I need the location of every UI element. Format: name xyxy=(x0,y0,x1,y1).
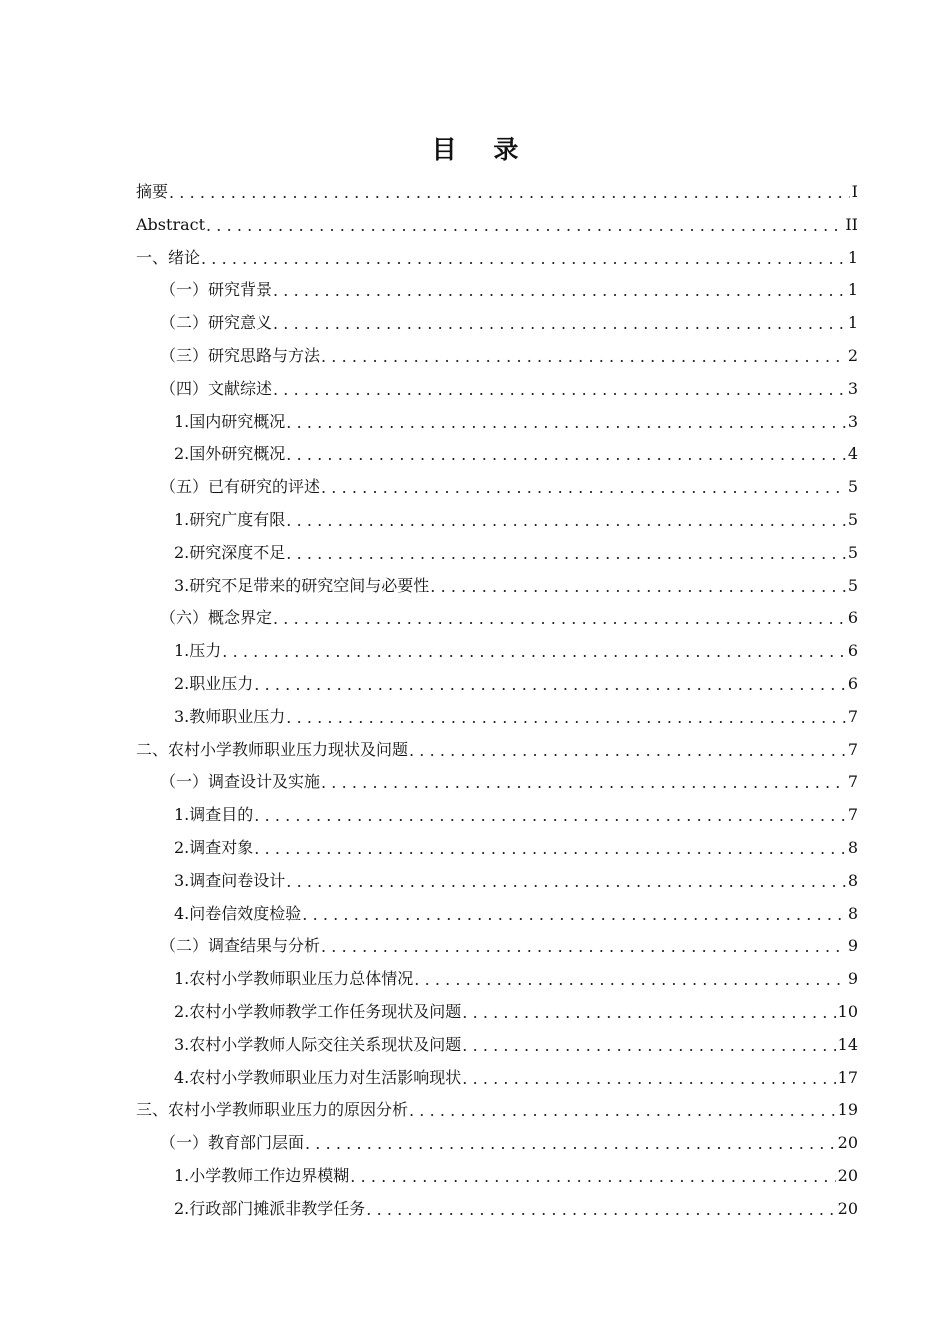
toc-entry-label: 4.问卷信效度检验 xyxy=(174,903,302,923)
toc-leader-dots xyxy=(321,349,846,365)
toc-entry-page-number: 8 xyxy=(847,903,858,923)
toc-entry-label: （二）调查结果与分析 xyxy=(160,935,321,955)
toc-entry[interactable] xyxy=(174,569,858,602)
toc-entry-label: 2.国外研究概况 xyxy=(174,443,286,463)
toc-entry-label: 2.农村小学教师教学工作任务现状及问题 xyxy=(174,1001,462,1021)
toc-entry-label: 三、农村小学教师职业压力的原因分析 xyxy=(136,1099,409,1119)
toc-entry[interactable] xyxy=(174,1159,858,1192)
toc-entry-label: （一）调查设计及实施 xyxy=(160,771,321,791)
toc-leader-dots xyxy=(409,1103,836,1119)
toc-leader-dots xyxy=(321,939,846,955)
toc-leader-dots xyxy=(286,513,846,529)
toc-entry[interactable] xyxy=(174,437,858,470)
toc-entry[interactable] xyxy=(174,1192,858,1225)
toc-entry-page-number: 6 xyxy=(847,673,858,693)
toc-leader-dots xyxy=(286,546,846,562)
toc-entry[interactable] xyxy=(160,1126,858,1159)
toc-entry[interactable] xyxy=(160,306,858,339)
toc-entry-page-number: 1 xyxy=(847,279,858,299)
toc-leader-dots xyxy=(286,415,846,431)
toc-entry-page-number: 1 xyxy=(847,312,858,332)
toc-entry[interactable] xyxy=(160,765,858,798)
toc-entry-page-number: 20 xyxy=(837,1132,858,1152)
toc-entry-page-number: 4 xyxy=(847,443,858,463)
toc-entry[interactable] xyxy=(136,1093,858,1126)
toc-entry-label: 2.研究深度不足 xyxy=(174,542,286,562)
toc-leader-dots xyxy=(201,251,846,267)
toc-leader-dots xyxy=(366,1202,835,1218)
toc-entry-label: （一）教育部门层面 xyxy=(160,1132,305,1152)
toc-entry-page-number: 3 xyxy=(847,411,858,431)
toc-entry[interactable] xyxy=(160,273,858,306)
toc-entry-label: 1.国内研究概况 xyxy=(174,411,286,431)
toc-entry-label: Abstract xyxy=(136,214,206,234)
toc-entry-page-number: 7 xyxy=(847,804,858,824)
toc-leader-dots xyxy=(321,775,846,791)
toc-entry-page-number: 10 xyxy=(837,1001,858,1021)
toc-entry-page-number: 17 xyxy=(837,1067,858,1087)
toc-entry[interactable] xyxy=(136,241,858,274)
toc-leader-dots xyxy=(350,1169,835,1185)
toc-leader-dots xyxy=(273,611,846,627)
toc-leader-dots xyxy=(462,1038,835,1054)
toc-entry-label: 1.调查目的 xyxy=(174,804,254,824)
toc-entry[interactable] xyxy=(174,700,858,733)
toc-leader-dots xyxy=(273,316,846,332)
toc-entry[interactable] xyxy=(136,175,858,208)
toc-entry-page-number: 5 xyxy=(847,476,858,496)
toc-entry-label: （五）已有研究的评述 xyxy=(160,476,321,496)
toc-entry-label: 2.调查对象 xyxy=(174,837,254,857)
toc-leader-dots xyxy=(409,743,846,759)
toc-entry-label: 一、绪论 xyxy=(136,247,201,267)
toc-leader-dots xyxy=(462,1005,835,1021)
toc-leader-dots xyxy=(169,185,850,201)
toc-leader-dots xyxy=(222,644,846,660)
toc-entry-page-number: 3 xyxy=(847,378,858,398)
toc-leader-dots xyxy=(430,579,846,595)
toc-entry-page-number: 7 xyxy=(847,771,858,791)
toc-entry[interactable] xyxy=(160,929,858,962)
toc-leader-dots xyxy=(273,283,846,299)
toc-entry[interactable] xyxy=(174,962,858,995)
toc-entry-page-number: 19 xyxy=(837,1099,858,1119)
toc-entry[interactable] xyxy=(174,634,858,667)
toc-leader-dots xyxy=(321,480,846,496)
toc-entry-page-number: 6 xyxy=(847,607,858,627)
toc-entry[interactable] xyxy=(174,798,858,831)
toc-entry-label: 2.职业压力 xyxy=(174,673,254,693)
toc-leader-dots xyxy=(302,907,846,923)
toc-entry[interactable] xyxy=(174,503,858,536)
toc-leader-dots xyxy=(286,710,846,726)
toc-entry[interactable] xyxy=(174,995,858,1028)
toc-entry-page-number: 2 xyxy=(847,345,858,365)
toc-entry-page-number: 20 xyxy=(837,1198,858,1218)
toc-leader-dots xyxy=(286,447,846,463)
toc-entry[interactable] xyxy=(174,667,858,700)
toc-entry-label: （六）概念界定 xyxy=(160,607,273,627)
toc-entry[interactable] xyxy=(160,601,858,634)
toc-entry-label: （三）研究思路与方法 xyxy=(160,345,321,365)
toc-entry-label: 3.农村小学教师人际交往关系现状及问题 xyxy=(174,1034,462,1054)
toc-entry[interactable] xyxy=(174,405,858,438)
toc-leader-dots xyxy=(254,677,846,693)
toc-entry-label: 2.行政部门摊派非教学任务 xyxy=(174,1198,366,1218)
toc-leader-dots xyxy=(414,972,846,988)
toc-entry-label: 1.农村小学教师职业压力总体情况 xyxy=(174,968,414,988)
toc-entry-page-number: 14 xyxy=(837,1034,858,1054)
toc-entry-page-number: 7 xyxy=(847,706,858,726)
toc-entry[interactable] xyxy=(160,372,858,405)
toc-title: 目 录 xyxy=(431,135,533,164)
toc-entry-label: 摘要 xyxy=(136,181,169,201)
toc-entry-page-number: 9 xyxy=(847,968,858,988)
toc-leader-dots xyxy=(206,218,843,234)
toc-leader-dots xyxy=(286,874,846,890)
toc-entry-label: 1.小学教师工作边界模糊 xyxy=(174,1165,350,1185)
toc-entry[interactable] xyxy=(174,536,858,569)
toc-entry[interactable] xyxy=(174,897,858,930)
toc-entry-label: 1.压力 xyxy=(174,640,222,660)
toc-entry[interactable] xyxy=(136,208,858,241)
toc-entry-label: 3.教师职业压力 xyxy=(174,706,286,726)
toc-entry-label: （四）文献综述 xyxy=(160,378,273,398)
toc-entry[interactable] xyxy=(174,864,858,897)
toc-entry-page-number: 8 xyxy=(847,870,858,890)
toc-entry-page-number: I xyxy=(851,181,858,201)
toc-entry[interactable] xyxy=(174,1061,858,1094)
toc-entry[interactable] xyxy=(174,831,858,864)
toc-entry-label: 1.研究广度有限 xyxy=(174,509,286,529)
toc-leader-dots xyxy=(254,808,846,824)
toc-entry-label: 3.调查问卷设计 xyxy=(174,870,286,890)
toc-entry-label: 二、农村小学教师职业压力现状及问题 xyxy=(136,739,409,759)
toc-entry-page-number: 5 xyxy=(847,509,858,529)
toc-entry[interactable] xyxy=(160,470,858,503)
toc-entry[interactable] xyxy=(174,1028,858,1061)
toc-entry-page-number: II xyxy=(845,214,858,234)
toc-entry-page-number: 1 xyxy=(847,247,858,267)
toc-leader-dots xyxy=(305,1136,836,1152)
toc-entry-page-number: 7 xyxy=(847,739,858,759)
toc-entry-page-number: 5 xyxy=(847,542,858,562)
toc-entry-page-number: 8 xyxy=(847,837,858,857)
toc-entry-page-number: 5 xyxy=(847,575,858,595)
toc-entry-label: 3.研究不足带来的研究空间与必要性 xyxy=(174,575,430,595)
toc-leader-dots xyxy=(254,841,846,857)
toc-leader-dots xyxy=(273,382,846,398)
toc-entry-label: （一）研究背景 xyxy=(160,279,273,299)
toc-entry-page-number: 20 xyxy=(837,1165,858,1185)
toc-entry[interactable] xyxy=(160,339,858,372)
toc-leader-dots xyxy=(462,1071,835,1087)
toc-entry-label: 4.农村小学教师职业压力对生活影响现状 xyxy=(174,1067,462,1087)
toc-entry[interactable] xyxy=(136,733,858,766)
toc-entry-page-number: 9 xyxy=(847,935,858,955)
toc-entry-page-number: 6 xyxy=(847,640,858,660)
toc-entry-label: （二）研究意义 xyxy=(160,312,273,332)
